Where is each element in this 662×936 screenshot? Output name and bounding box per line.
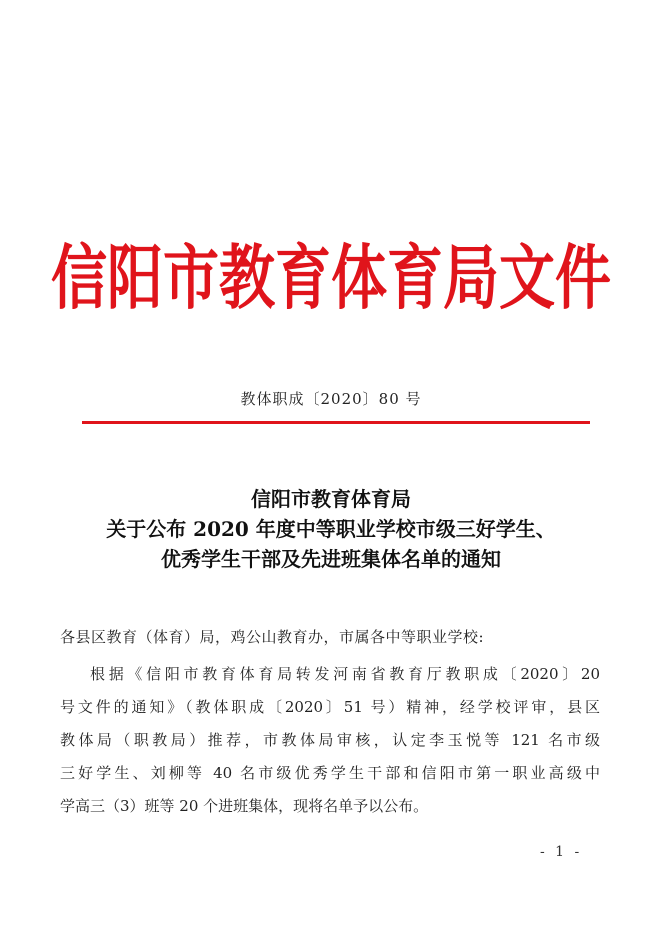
- page-number: - 1 -: [540, 844, 583, 860]
- body-line: 号文件的通知》（教体职成〔2020〕51 号）精神，经学校评审，县区: [60, 698, 600, 716]
- body-line: 教体局（职教局）推荐，市教体局审核，认定李玉悦等 121 名市级: [60, 731, 600, 749]
- notice-title-line-3: 优秀学生干部及先进班集体名单的通知: [161, 547, 501, 571]
- addressee: 各县区教育（体育）局，鸡公山教育办，市属各中等职业学校:: [60, 628, 485, 646]
- red-divider-line: [82, 421, 590, 424]
- notice-title: [0, 484, 662, 574]
- body-line: 根据《信阳市教育体育局转发河南省教育厅教职成〔2020〕20: [90, 665, 600, 683]
- body-paragraph: [60, 658, 600, 823]
- body-line: 三好学生、刘柳等 40 名市级优秀学生干部和信阳市第一职业高级中: [60, 764, 600, 782]
- notice-title-line-2: 关于公布 2020 年度中等职业学校市级三好学生、: [106, 517, 556, 541]
- body-line: 学高三（3）班等 20 个进班集体，现将名单予以公布。: [60, 797, 429, 815]
- notice-title-line-1: 信阳市教育体育局: [251, 487, 411, 511]
- issuing-authority-header: 信阳市教育体育局文件: [51, 236, 611, 320]
- document-number: 教体职成〔2020〕80 号: [240, 390, 422, 408]
